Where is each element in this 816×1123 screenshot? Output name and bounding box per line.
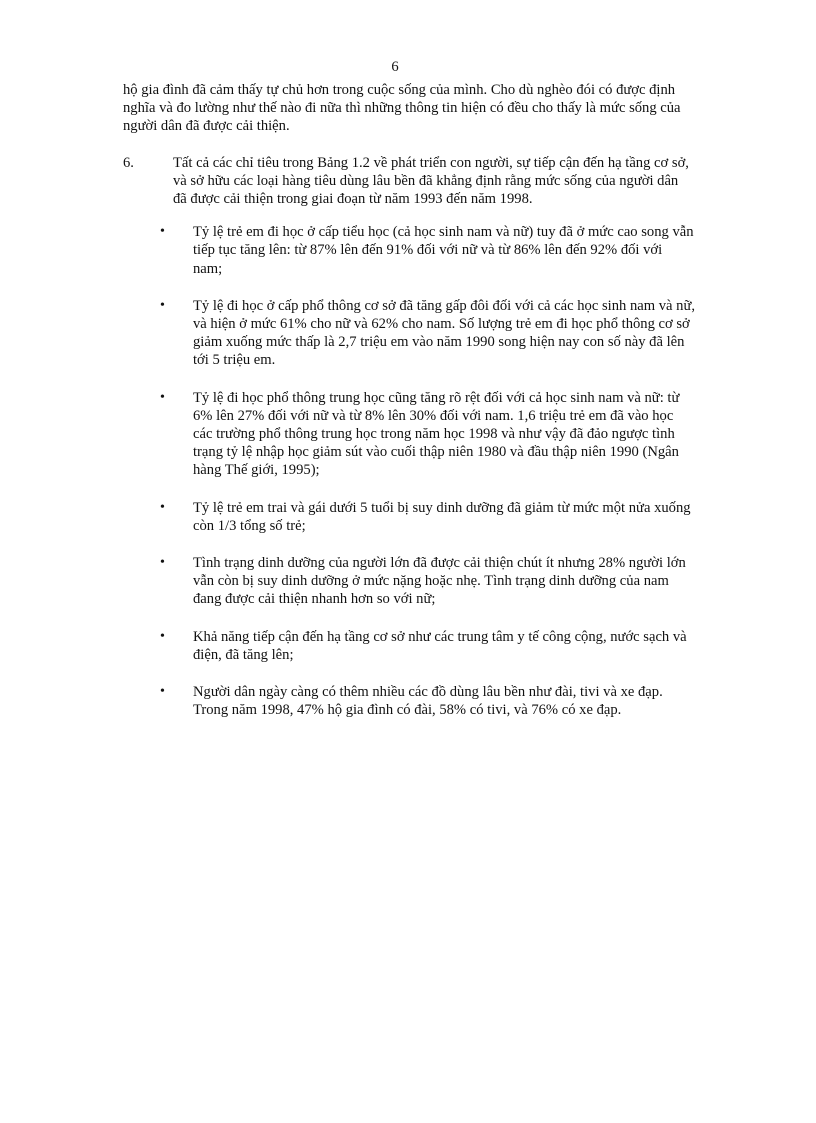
list-item [123, 499, 695, 535]
bullet-icon: • [160, 224, 165, 240]
list-item-text: Khả năng tiếp cận đến hạ tầng cơ sở như các trung tâm y tế công cộng, nước sạch và điện, đã tăng lên; [193, 628, 687, 663]
document-body [123, 81, 695, 738]
numbered-paragraph [123, 154, 695, 209]
bullet-icon: • [160, 684, 165, 700]
list-item-text: Tỷ lệ đi học phổ thông trung học cũng tăng rõ rệt đối với cả học sinh nam và nữ: từ 6% lên 27% đối với nữ và từ 8% lên 30% đối với nam. 1,6 triệu trẻ em đã vào học các trường phổ thông trung học trong năm học 1998 và như vậy đã đảo ngược tình trạng tỷ lệ nhập học giảm sút vào cuối thập niên 1980 và đầu thập niên 1990 (Ngân hàng Thế giới, 1995); [193, 389, 680, 479]
list-item-text: Tỷ lệ đi học ở cấp phổ thông cơ sở đã tăng gấp đôi đối với cả các học sinh nam và nữ, và hiện ở mức 61% cho nữ và 62% cho nam. Số lượng trẻ em đi học phổ thông cơ sở giảm xuống mức thấp là 2,7 triệu em vào năm 1990 song hiện nay con số này đã lên tới 5 triệu em. [193, 297, 696, 369]
bullet-icon: • [160, 297, 165, 313]
list-item [123, 223, 695, 278]
list-item-text: Tình trạng dinh dưỡng của người lớn đã được cải thiện chút ít nhưng 28% người lớn vẫn còn bị suy dinh dưỡng ở mức nặng hoặc nhẹ. Tình trạng dinh dưỡng của nam đang được cải thiện nhanh hơn so với nữ; [193, 555, 686, 608]
bullet-icon: • [160, 555, 165, 571]
intro-paragraph: hộ gia đình đã cảm thấy tự chủ hơn trong cuộc sống của mình. Cho dù nghèo đói có được định nghĩa và đo lường như thế nào đi nữa thì những thông tin hiện có đều cho thấy là mức sống của người dân đã được cải thiện. [123, 82, 681, 135]
list-item [123, 389, 695, 480]
paragraph-text: Tất cả các chỉ tiêu trong Bảng 1.2 về phát triển con người, sự tiếp cận đến hạ tầng cơ sở, và sở hữu các loại hàng tiêu dùng lâu bền đã khẳng định rằng mức sống của người dân đã được cải thiện trong giai đoạn từ năm 1993 đến năm 1998. [173, 154, 689, 208]
page-number: 6 [391, 59, 399, 75]
list-item [123, 628, 695, 664]
list-item-text: Tỷ lệ trẻ em đi học ở cấp tiểu học (cả học sinh nam và nữ) tuy đã ở mức cao song vẫn tiếp tục tăng lên: từ 87% lên đến 91% đối với nữ và từ 86% lên đến 92% đối với nam; [193, 224, 694, 277]
bullet-list [123, 223, 695, 719]
bullet-icon: • [160, 499, 165, 515]
list-item [123, 297, 695, 370]
list-item [123, 683, 695, 719]
bullet-icon: • [160, 628, 165, 644]
paragraph-number: 6. [123, 154, 134, 171]
list-item [123, 554, 695, 609]
list-item-text: Tỷ lệ trẻ em trai và gái dưới 5 tuổi bị suy dinh dưỡng đã giảm từ mức một nửa xuống còn 1/3 tổng số trẻ; [193, 499, 691, 534]
list-item-text: Người dân ngày càng có thêm nhiều các đồ dùng lâu bền như đài, tivi và xe đạp. Trong năm 1998, 47% hộ gia đình có đài, 58% có tivi, và 76% có xe đạp. [193, 684, 663, 719]
bullet-icon: • [160, 389, 165, 405]
